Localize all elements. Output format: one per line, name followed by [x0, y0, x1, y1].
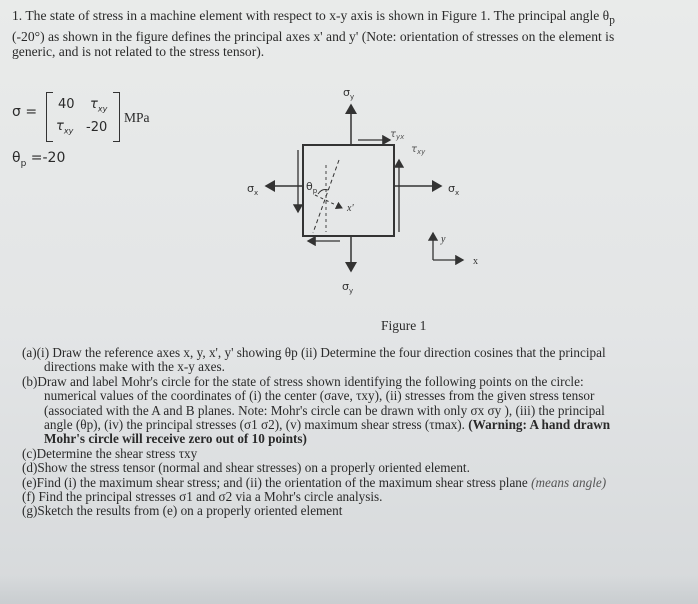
question-a-line-1: (a)(i) Draw the reference axes x, y, x', y' showing θp (ii) Determine the four direction cosines that the principal [22, 345, 606, 360]
question-b-line-4: angle (θp), (iv) the principal stresses (σ1 σ2), (v) maximum shear stress (τmax). (Warning: A hand drawn [44, 417, 611, 433]
question-b-line-3: (associated with the A and B planes. Note: Mohr's circle can be drawn with only σx σy ), (iii) the principal [44, 402, 605, 418]
matrix-a11: 40 [58, 97, 75, 112]
intro-line-2: (-20°) as shown in the figure defines the principal axes x' and y' (Note: orientation of stresses on the element is [12, 28, 615, 44]
label-theta-p: $\theta_p$ [306, 180, 318, 195]
question-a-line-2: directions make with the x-y axes. [44, 359, 225, 375]
label-axis-x: x [473, 256, 478, 267]
matrix-a21: $\tau_{xy}$ [56, 119, 74, 136]
question-f: (f) Find the principal stresses σ1 and σ2 via a Mohr's circle analysis. [22, 489, 383, 505]
figure-caption: Figure 1 [381, 318, 427, 333]
label-sigma-y-top: $\sigma_y$ [343, 86, 355, 101]
question-b-line-1: (b)Draw and label Mohr's circle for the state of stress shown identifying the following points on the circle: [22, 373, 584, 389]
sigma-symbol: σ = [12, 104, 38, 120]
label-tau-yx: $\tau_{yx}$ [390, 129, 405, 141]
intro-line-3: generic, and is not related to the stress tensor). [12, 43, 265, 59]
label-tau-xy: $\tau_{xy}$ [411, 144, 426, 156]
question-b-line-2: numerical values of the coordinates of (i) the center (σave, τxy), (ii) stresses from the given stress tensor [44, 388, 595, 404]
question-list [22, 346, 662, 519]
label-sigma-x-right: $\sigma_x$ [448, 182, 460, 197]
theta-arc [318, 190, 328, 195]
matrix-a22: -20 [86, 120, 108, 135]
matrix-unit: MPa [124, 110, 150, 125]
label-x-prime: x' [347, 203, 354, 214]
question-c: (c)Determine the shear stress τxy [22, 445, 198, 461]
intro-line-1: 1. The state of stress in a machine element with respect to x-y axis is shown in Figure 1. The principal angle θ [12, 8, 610, 23]
question-e: (e)Find (i) the maximum shear stress; and (ii) the orientation of the maximum shear stress plane (means angle) [22, 474, 607, 490]
x-prime-axis [315, 195, 342, 208]
page-bottom-shade [0, 575, 698, 604]
principal-angle-value: $\theta_p =-20$ [12, 150, 66, 169]
theta-subscript: p [609, 14, 615, 27]
label-sigma-y-bottom: $\sigma_y$ [342, 280, 354, 295]
label-sigma-x-left: $\sigma_x$ [247, 182, 259, 197]
matrix-a12: $\tau_{xy}$ [90, 97, 108, 114]
question-b-line-5: Mohr's circle will receive zero out of 10 points) [44, 431, 307, 447]
question-d: (d)Show the stress tensor (normal and shear stresses) on a properly oriented element. [22, 460, 470, 476]
question-g: (g)Sketch the results from (e) on a properly oriented element [22, 503, 343, 519]
label-axis-y: y [441, 234, 446, 245]
